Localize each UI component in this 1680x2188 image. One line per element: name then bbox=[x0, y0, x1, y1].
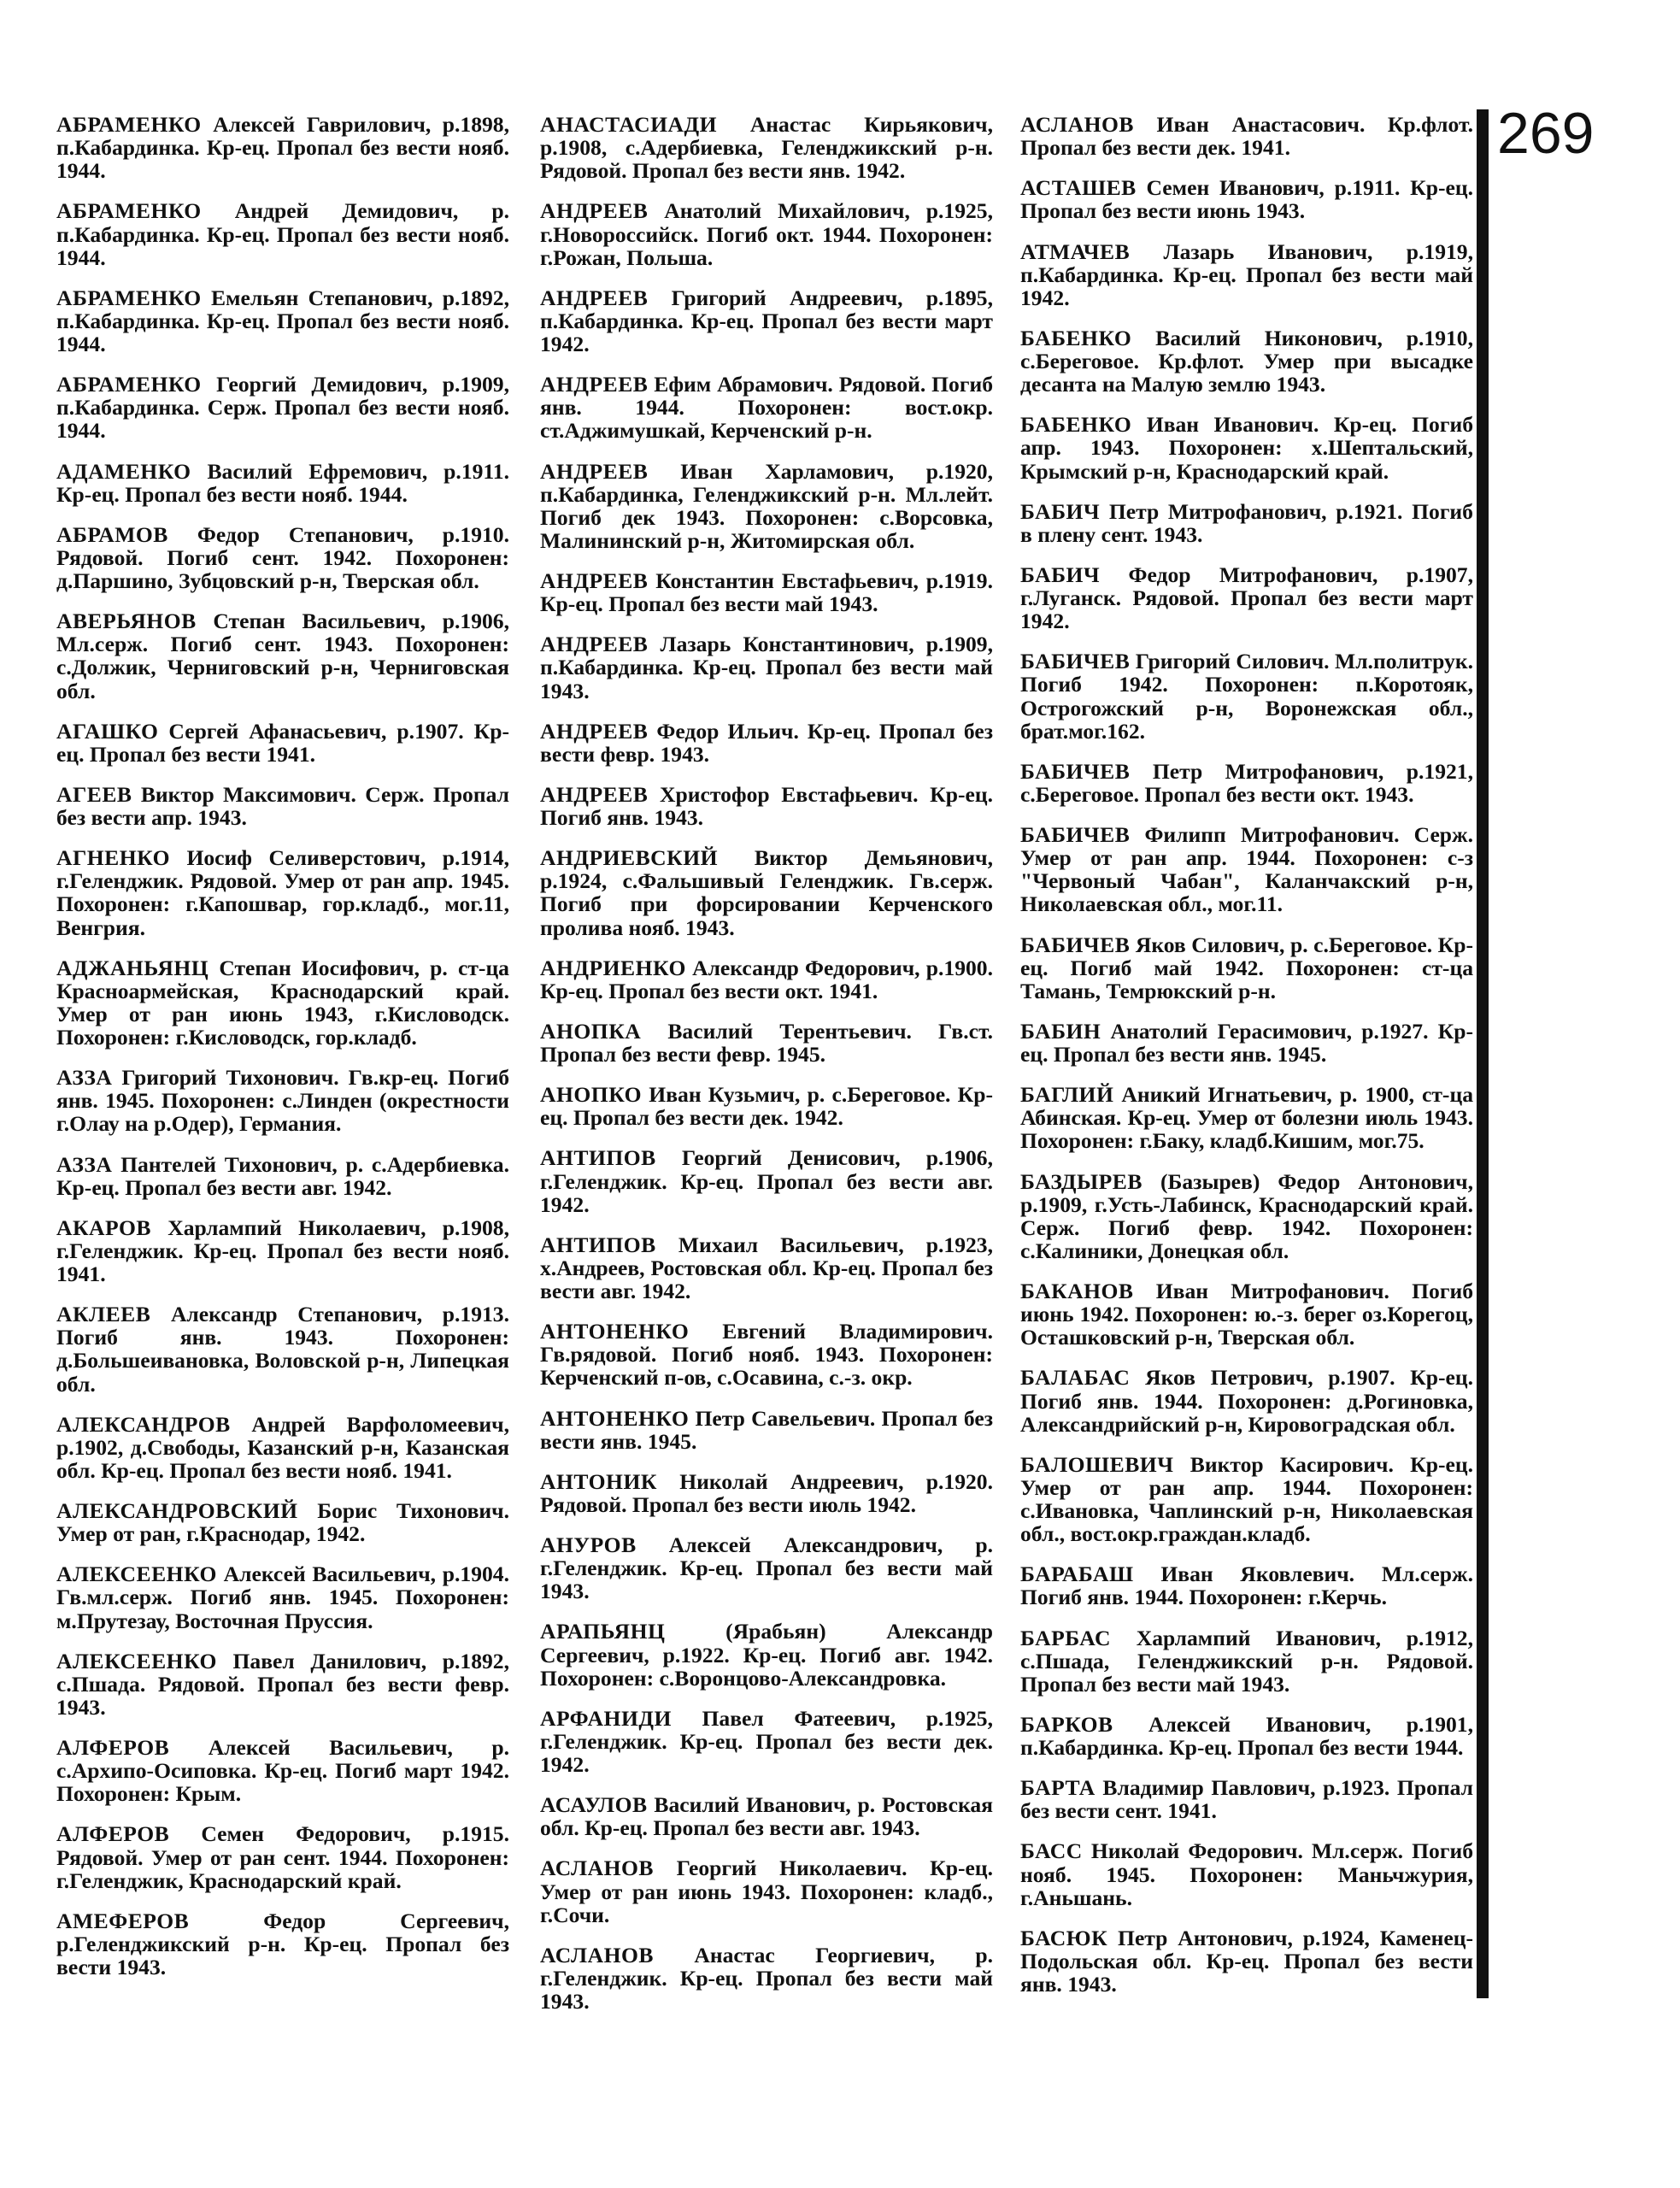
entry-surname: БАБИЧ bbox=[1020, 562, 1101, 587]
person-entry bbox=[540, 569, 993, 615]
person-entry bbox=[1020, 113, 1473, 159]
entry-details: Иван Кузьмич, р. с.Береговое. Кр-ец. Пропал без вести дек. 1942. bbox=[540, 1082, 993, 1131]
entry-details: Анастас Кирьякович, р.1908, с.Адербиевка, Геленджикский р-н. Рядовой. Пропал без вести янв. 1942. bbox=[540, 112, 993, 184]
entry-details: Петр Митрофанович, р.1921. Погиб в плену сент. 1943. bbox=[1020, 498, 1473, 547]
person-entry bbox=[1020, 1776, 1473, 1822]
entry-surname: АНДРЕЕВ bbox=[540, 568, 649, 593]
person-entry bbox=[56, 1153, 509, 1199]
person-entry bbox=[56, 846, 509, 939]
entry-details: Пантелей Тихонович, р. с.Адербиевка. Кр-ец. Пропал без вести авг. 1942. bbox=[56, 1151, 509, 1200]
entry-details: Василий Никонович, р.1910, с.Береговое. Кр.флот. Умер при высадке десанта на Малую землю 1943. bbox=[1020, 325, 1473, 397]
person-entry bbox=[540, 846, 993, 939]
entry-surname: АЛЕКСАНДРОВСКИЙ bbox=[56, 1498, 298, 1523]
entry-details: Иосиф Селиверстович, р.1914, г.Геленджик. Рядовой. Умер от ран апр. 1945. Похоронен: г.Капошвар, гор.кладб., мог.11, Венгрия. bbox=[56, 845, 509, 940]
person-entry bbox=[56, 1499, 509, 1545]
entry-surname: АБРАМЕНКО bbox=[56, 285, 202, 310]
entry-surname: БАЛОШЕВИЧ bbox=[1020, 1451, 1174, 1477]
entry-surname: АНОПКО bbox=[540, 1082, 643, 1108]
person-entry bbox=[540, 783, 993, 829]
entry-surname: БАКАНОВ bbox=[1020, 1279, 1134, 1303]
entry-surname: АНТИПОВ bbox=[540, 1145, 656, 1171]
entry-details: Харлампий Николаевич, р.1908, г.Геленджик. Кр-ец. Пропал без вести нояб. 1941. bbox=[56, 1215, 509, 1286]
entry-surname: БАРБАС bbox=[1020, 1625, 1111, 1650]
person-entry bbox=[540, 956, 993, 1003]
entry-details: Харлампий Иванович, р.1912, с.Пшада, Геленджикский р-н. Рядовой. Пропал без вести май 1943. bbox=[1020, 1625, 1473, 1697]
person-entry bbox=[1020, 1279, 1473, 1349]
person-entry bbox=[540, 1146, 993, 1215]
person-entry bbox=[56, 523, 509, 592]
person-entry bbox=[56, 286, 509, 356]
page-number: 269 bbox=[1497, 101, 1595, 166]
entry-surname: АМЕФЕРОВ bbox=[56, 1908, 190, 1933]
entry-details: Христофор Евстафьевич. Кр-ец. Погиб янв. 1943. bbox=[540, 781, 993, 830]
person-entry bbox=[56, 1303, 509, 1396]
person-entry bbox=[1020, 1562, 1473, 1609]
entry-surname: АСЛАНОВ bbox=[540, 1942, 654, 1967]
entry-details: Яков Силович, р. с.Береговое. Кр-ец. Погиб май 1942. Похоронен: ст-ца Тамань, Темрюкский р-н. bbox=[1020, 932, 1473, 1003]
entry-surname: БАЗДЫРЕВ bbox=[1020, 1168, 1143, 1194]
entry-surname: АДЖАНЬЯНЦ bbox=[56, 955, 209, 980]
person-entry bbox=[540, 1083, 993, 1129]
person-entry bbox=[540, 1793, 993, 1839]
entry-surname: АГЕЕВ bbox=[56, 781, 132, 807]
entry-surname: АБРАМЕНКО bbox=[56, 372, 202, 397]
person-entry bbox=[1020, 823, 1473, 916]
entry-surname: БАСС bbox=[1020, 1838, 1083, 1864]
entry-surname: АДАМЕНКО bbox=[56, 458, 191, 484]
person-entry bbox=[1020, 413, 1473, 482]
entry-surname: АРФАНИДИ bbox=[540, 1705, 672, 1731]
entry-surname: АНДРЕЕВ bbox=[540, 372, 649, 397]
entry-details: Григорий Силович. Мл.политрук. Погиб 1942. Похоронен: п.Коротояк, Острогожский р-н, Воронежская обл., брат.мог.162. bbox=[1020, 649, 1473, 744]
entry-details: Яков Петрович, р.1907. Кр-ец. Погиб янв. 1944. Похоронен: д.Рогиновка, Александрийский р-н, Кировоградская обл. bbox=[1020, 1365, 1473, 1437]
entry-details: Николай Андреевич, р.1920. Рядовой. Пропал без вести июль 1942. bbox=[540, 1468, 993, 1517]
entry-details: Петр Антонович, р.1924, Каменец-Подольская обл. Кр-ец. Пропал без вести янв. 1943. bbox=[1020, 1925, 1473, 1997]
entry-details: Михаил Васильевич, р.1923, х.Андреев, Ростовская обл. Кр-ец. Пропал без вести авг. 1942. bbox=[540, 1232, 993, 1303]
entry-surname: БАГЛИЙ bbox=[1020, 1082, 1114, 1108]
entry-surname: АЗЗА bbox=[56, 1151, 113, 1177]
entry-details: Павел Данилович, р.1892, с.Пшада. Рядовой. Пропал без вести февр. 1943. bbox=[56, 1648, 509, 1720]
entry-details: Григорий Тихонович. Гв.кр-ец. Погиб янв. 1945. Похоронен: с.Линден (окрестности г.Олау на р.Одер), Германия. bbox=[56, 1065, 509, 1137]
person-entry bbox=[56, 1909, 509, 1979]
entry-surname: АНДРЕЕВ bbox=[540, 285, 649, 310]
person-entry bbox=[56, 783, 509, 829]
person-entry bbox=[540, 1707, 993, 1776]
person-entry bbox=[1020, 1839, 1473, 1909]
entry-surname: АНТИПОВ bbox=[540, 1232, 656, 1257]
entry-details: Иван Анастасович. Кр.флот. Пропал без вести дек. 1941. bbox=[1020, 112, 1473, 161]
entry-details: (Базырев) Федор Антонович, р.1909, г.Усть-Лабинск, Краснодарский край. Серж. Погиб февр. 1942. Похоронен: с.Калиники, Донецкая обл. bbox=[1020, 1168, 1474, 1263]
person-entry bbox=[56, 1562, 509, 1632]
entry-surname: АГНЕНКО bbox=[56, 845, 170, 871]
person-entry bbox=[56, 609, 509, 703]
person-entry bbox=[56, 1650, 509, 1719]
person-entry bbox=[540, 1020, 993, 1066]
entry-surname: АНДРИЕНКО bbox=[540, 955, 686, 980]
person-entry bbox=[1020, 326, 1473, 396]
person-entry bbox=[56, 1413, 509, 1482]
person-entry bbox=[540, 1470, 993, 1516]
column-middle bbox=[540, 113, 993, 2030]
person-entry bbox=[1020, 1453, 1473, 1546]
person-entry bbox=[540, 1944, 993, 2013]
entry-details: Ефим Абрамович. Рядовой. Погиб янв. 1944. Похоронен: вост.окр. ст.Аджимушкай, Керченский р-н. bbox=[540, 372, 993, 444]
person-entry bbox=[540, 632, 993, 702]
entry-surname: АЛФЕРОВ bbox=[56, 1821, 170, 1847]
entry-details: Лазарь Константинович, р.1909, п.Кабардинка. Кр-ец. Пропал без вести май 1943. bbox=[540, 632, 993, 703]
person-entry bbox=[540, 1233, 993, 1303]
entry-details: Алексей Васильевич, р. с.Архипо-Осиповка. Кр-ец. Погиб март 1942. Похоронен: Крым. bbox=[56, 1735, 509, 1807]
entry-details: Василий Ефремович, р.1911. Кр-ец. Пропал без вести нояб. 1944. bbox=[56, 458, 509, 507]
person-entry bbox=[1020, 1170, 1473, 1263]
person-entry bbox=[1020, 650, 1473, 743]
entry-details: Павел Фатеевич, р.1925, г.Геленджик. Кр-ец. Пропал без вести дек. 1942. bbox=[540, 1705, 993, 1777]
person-entry bbox=[540, 113, 993, 182]
person-entry bbox=[1020, 933, 1473, 1003]
entry-surname: БАБЕНКО bbox=[1020, 325, 1132, 350]
entry-surname: АНТОНЕНКО bbox=[540, 1405, 690, 1431]
entry-details: Евгений Владимирович. Гв.рядовой. Погиб нояб. 1943. Похоронен: Керченский п-ов, с.Осавина, с.-з. окр. bbox=[540, 1319, 993, 1391]
entry-surname: БАБИЧЕВ bbox=[1020, 649, 1131, 674]
entry-surname: АНТОНИК bbox=[540, 1468, 657, 1494]
entry-details: Константин Евстафьевич, р.1919. Кр-ец. Пропал без вести май 1943. bbox=[540, 568, 993, 617]
entry-surname: АЛФЕРОВ bbox=[56, 1735, 170, 1760]
entry-surname: АНУРОВ bbox=[540, 1532, 637, 1557]
entry-details: Степан Иосифович, р. ст-ца Красноармейская, Краснодарский край. Умер от ран июнь 1943, г.Кисловодск. Похоронен: г.Кисловодск, гор.кладб. bbox=[56, 955, 509, 1050]
entry-surname: БАСЮК bbox=[1020, 1925, 1108, 1950]
entry-surname: АБРАМЕНКО bbox=[56, 198, 202, 224]
person-entry bbox=[1020, 176, 1473, 222]
entry-details: Василий Иванович, р. Ростовская обл. Кр-ец. Пропал без вести авг. 1943. bbox=[540, 1792, 993, 1841]
entry-surname: АНДРЕЕВ bbox=[540, 458, 649, 484]
entry-details: Георгий Демидович, р.1909, п.Кабардинка. Серж. Пропал без вести нояб. 1944. bbox=[56, 372, 509, 444]
entry-details: Григорий Андреевич, р.1895, п.Кабардинка. Кр-ец. Пропал без вести март 1942. bbox=[540, 285, 993, 356]
person-entry bbox=[1020, 760, 1473, 806]
entry-surname: АЛЕКСАНДРОВ bbox=[56, 1411, 231, 1437]
entry-details: Анастас Георгиевич, р. г.Геленджик. Кр-ец. Пропал без вести май 1943. bbox=[540, 1942, 993, 2014]
person-entry bbox=[1020, 1626, 1473, 1696]
entry-details: Анатолий Михайлович, р.1925, г.Новороссийск. Погиб окт. 1944. Похоронен: г.Рожан, Польша. bbox=[540, 198, 994, 270]
person-entry bbox=[540, 373, 993, 442]
person-entry bbox=[1020, 1083, 1473, 1152]
person-entry bbox=[540, 1407, 993, 1453]
entry-details: Иван Митрофанович. Погиб июнь 1942. Похоронен: ю.-з. берег оз.Корегоц, Осташковский р-н, Тверская обл. bbox=[1020, 1279, 1473, 1350]
entry-surname: АВЕРЬЯНОВ bbox=[56, 609, 197, 634]
person-entry bbox=[56, 1216, 509, 1285]
person-entry bbox=[540, 720, 993, 766]
person-entry bbox=[56, 720, 509, 766]
person-entry bbox=[540, 1320, 993, 1389]
entry-surname: АЛЕКСЕЕНКО bbox=[56, 1648, 217, 1673]
entry-details: Андрей Демидович, р. п.Кабардинка. Кр-ец. Пропал без вести нояб. 1944. bbox=[56, 198, 509, 270]
entry-details: Федор Ильич. Кр-ец. Пропал без вести февр. 1943. bbox=[540, 718, 993, 767]
entry-surname: БАРТА bbox=[1020, 1775, 1096, 1801]
person-entry bbox=[1020, 1713, 1473, 1759]
person-entry bbox=[56, 1736, 509, 1805]
person-entry bbox=[56, 1066, 509, 1135]
entry-details: Алексей Александрович, р. г.Геленджик. Кр-ец. Пропал без вести май 1943. bbox=[540, 1532, 993, 1604]
person-entry bbox=[540, 1620, 993, 1689]
person-entry bbox=[1020, 240, 1473, 309]
entry-details: Иван Иванович. Кр-ец. Погиб апр. 1943. Похоронен: х.Шептальский, Крымский р-н, Краснодарский край. bbox=[1020, 412, 1473, 484]
person-entry bbox=[1020, 563, 1473, 632]
entry-surname: АСТАШЕВ bbox=[1020, 175, 1137, 201]
entry-details: Семен Федорович, р.1915. Рядовой. Умер от ран сент. 1944. Похоронен: г.Геленджик, Краснодарский край. bbox=[56, 1821, 509, 1893]
entry-details: Анатолий Герасимович, р.1927. Кр-ец. Пропал без вести янв. 1945. bbox=[1020, 1018, 1473, 1067]
person-entry bbox=[56, 199, 509, 268]
person-entry bbox=[1020, 1366, 1473, 1435]
entry-surname: АКЛЕЕВ bbox=[56, 1302, 151, 1327]
entry-details: Федор Степанович, р.1910. Рядовой. Погиб сент. 1942. Похоронен: д.Паршино, Зубцовский р-н, Тверская обл. bbox=[56, 521, 509, 593]
entry-details: Федор Митрофанович, р.1907, г.Луганск. Рядовой. Пропал без вести март 1942. bbox=[1020, 562, 1473, 634]
entry-details: Александр Федорович, р.1900. Кр-ец. Пропал без вести окт. 1941. bbox=[540, 955, 994, 1003]
person-entry bbox=[1020, 1926, 1473, 1996]
entry-details: Лазарь Иванович, р.1919, п.Кабардинка. Кр-ец. Пропал без вести май 1942. bbox=[1020, 238, 1473, 310]
entry-surname: АНТОНЕНКО bbox=[540, 1319, 690, 1344]
entry-surname: БАБИЧЕВ bbox=[1020, 932, 1131, 957]
entry-details: Семен Иванович, р.1911. Кр-ец. Пропал без вести июнь 1943. bbox=[1020, 175, 1473, 224]
entry-surname: АНДРЕЕВ bbox=[540, 198, 649, 224]
person-entry bbox=[1020, 1020, 1473, 1066]
person-entry bbox=[540, 460, 993, 553]
margin-rule bbox=[1477, 109, 1489, 1998]
entry-surname: АНАСТАСИАДИ bbox=[540, 112, 717, 137]
person-entry bbox=[56, 1822, 509, 1891]
entry-details: Георгий Денисович, р.1906, г.Геленджик. Кр-ец. Пропал без вести авг. 1942. bbox=[540, 1145, 993, 1217]
entry-details: Емельян Степанович, р.1892, п.Кабардинка. Кр-ец. Пропал без вести нояб. 1944. bbox=[56, 285, 509, 356]
entry-surname: АКАРОВ bbox=[56, 1215, 151, 1240]
entry-details: Сергей Афанасьевич, р.1907. Кр-ец. Пропал без вести 1941. bbox=[56, 718, 509, 767]
entry-surname: АЗЗА bbox=[56, 1065, 113, 1091]
entry-details: Андрей Варфоломеевич, р.1902, д.Свободы, Казанский р-н, Казанская обл. Кр-ец. Пропал без вести нояб. 1941. bbox=[56, 1411, 509, 1483]
entry-surname: АСЛАНОВ bbox=[540, 1856, 654, 1881]
person-entry bbox=[540, 286, 993, 356]
person-entry bbox=[56, 113, 509, 182]
entry-details: Петр Митрофанович, р.1921, с.Береговое. Пропал без вести окт. 1943. bbox=[1020, 758, 1473, 807]
column-right bbox=[1020, 113, 1473, 2013]
entry-details: Виктор Максимович. Серж. Пропал без вести апр. 1943. bbox=[56, 781, 509, 830]
entry-surname: АНДРЕЕВ bbox=[540, 632, 649, 657]
entry-surname: БАЛАБАС bbox=[1020, 1365, 1131, 1391]
entry-surname: АНДРЕЕВ bbox=[540, 781, 649, 807]
entry-details: (Ярабьян) Александр Сергеевич, р.1922. Кр-ец. Погиб авг. 1942. Похоронен: с.Воронцово-Александровка. bbox=[540, 1619, 993, 1691]
entry-surname: АГАШКО bbox=[56, 718, 159, 744]
entry-surname: АСАУЛОВ bbox=[540, 1792, 648, 1818]
entry-details: Виктор Демьянович, р.1924, с.Фальшивый Геленджик. Гв.серж. Погиб при форсировании Керченского пролива нояб. 1943. bbox=[540, 845, 993, 940]
entry-details: Алексей Иванович, р.1901, п.Кабардинка. Кр-ец. Пропал без вести 1944. bbox=[1020, 1711, 1473, 1760]
entry-details: Петр Савельевич. Пропал без вести янв. 1945. bbox=[540, 1405, 993, 1454]
entry-surname: БАБИЧ bbox=[1020, 498, 1101, 524]
entry-surname: АНДРИЕВСКИЙ bbox=[540, 845, 719, 871]
entry-details: Борис Тихонович. Умер от ран, г.Краснодар, 1942. bbox=[56, 1498, 509, 1547]
entry-details: Николай Федорович. Мл.серж. Погиб нояб. 1945. Похоронен: Маньчжурия, г.Аньшань. bbox=[1020, 1838, 1473, 1910]
entry-details: Василий Терентьевич. Гв.ст. Пропал без вести февр. 1945. bbox=[540, 1018, 993, 1067]
entry-surname: БАБИЧЕВ bbox=[1020, 822, 1131, 847]
entry-details: Алексей Васильевич, р.1904. Гв.мл.серж. Погиб янв. 1945. Похоронен: м.Прутезау, Восточная Пруссия. bbox=[56, 1562, 509, 1633]
person-entry bbox=[1020, 500, 1473, 546]
entry-surname: БАБИЧЕВ bbox=[1020, 758, 1131, 784]
entry-details: Иван Яковлевич. Мл.серж. Погиб янв. 1944. Похоронен: г.Керчь. bbox=[1020, 1562, 1473, 1610]
entry-surname: БАБИН bbox=[1020, 1018, 1101, 1044]
person-entry bbox=[540, 1856, 993, 1926]
entry-details: Александр Степанович, р.1913. Погиб янв. 1943. Похоронен: д.Большеивановка, Воловской р-н, Липецкая обл. bbox=[56, 1302, 509, 1397]
entry-details: Иван Харламович, р.1920, п.Кабардинка, Геленджикский р-н. Мл.лейт. Погиб дек 1943. Похоронен: с.Ворсовка, Малининский р-н, Житомирская обл. bbox=[540, 458, 993, 553]
entry-surname: АСЛАНОВ bbox=[1020, 112, 1134, 137]
entry-details: Виктор Касирович. Кр-ец. Умер от ран апр. 1944. Похоронен: с.Ивановка, Чаплинский р-н, Николаевская обл., вост.окр.граждан.кладб. bbox=[1020, 1451, 1473, 1547]
entry-details: Алексей Гаврилович, р.1898, п.Кабардинка. Кр-ец. Пропал без вести нояб. 1944. bbox=[56, 112, 510, 184]
entry-surname: АРАПЬЯНЦ bbox=[540, 1619, 666, 1644]
entry-surname: АНОПКА bbox=[540, 1018, 642, 1044]
entry-surname: АНДРЕЕВ bbox=[540, 718, 649, 744]
column-left bbox=[56, 113, 509, 1996]
entry-details: Филипп Митрофанович. Серж. Умер от ран апр. 1944. Похоронен: с-з "Червоный Чабан", Каланчакский р-н, Николаевская обл., мог.11. bbox=[1020, 822, 1473, 917]
entry-surname: АБРАМОВ bbox=[56, 521, 168, 547]
entry-surname: АЛЕКСЕЕНКО bbox=[56, 1562, 217, 1587]
entry-details: Георгий Николаевич. Кр-ец. Умер от ран июнь 1943. Похоронен: кладб., г.Сочи. bbox=[540, 1856, 993, 1927]
entry-details: Федор Сергеевич, р.Геленджикский р-н. Кр-ец. Пропал без вести 1943. bbox=[56, 1908, 509, 1979]
person-entry bbox=[56, 373, 509, 442]
person-entry bbox=[540, 199, 993, 268]
entry-surname: БАРАБАШ bbox=[1020, 1562, 1134, 1587]
entry-details: Владимир Павлович, р.1923. Пропал без вести сент. 1941. bbox=[1020, 1775, 1473, 1824]
person-entry bbox=[56, 956, 509, 1050]
entry-surname: БАБЕНКО bbox=[1020, 412, 1132, 438]
entry-surname: АБРАМЕНКО bbox=[56, 112, 202, 137]
entry-surname: АТМАЧЕВ bbox=[1020, 238, 1131, 264]
person-entry bbox=[540, 1533, 993, 1603]
person-entry bbox=[56, 460, 509, 506]
entry-details: Степан Васильевич, р.1906, Мл.серж. Погиб сент. 1943. Похоронен: с.Должик, Черниговский р-н, Черниговская обл. bbox=[56, 609, 509, 703]
entry-details: Аникий Игнатьевич, р. 1900, ст-ца Абинская. Кр-ец. Умер от болезни июль 1943. Похоронен: г.Баку, кладб.Кишим, мог.75. bbox=[1020, 1082, 1473, 1154]
entry-surname: БАРКОВ bbox=[1020, 1711, 1113, 1737]
